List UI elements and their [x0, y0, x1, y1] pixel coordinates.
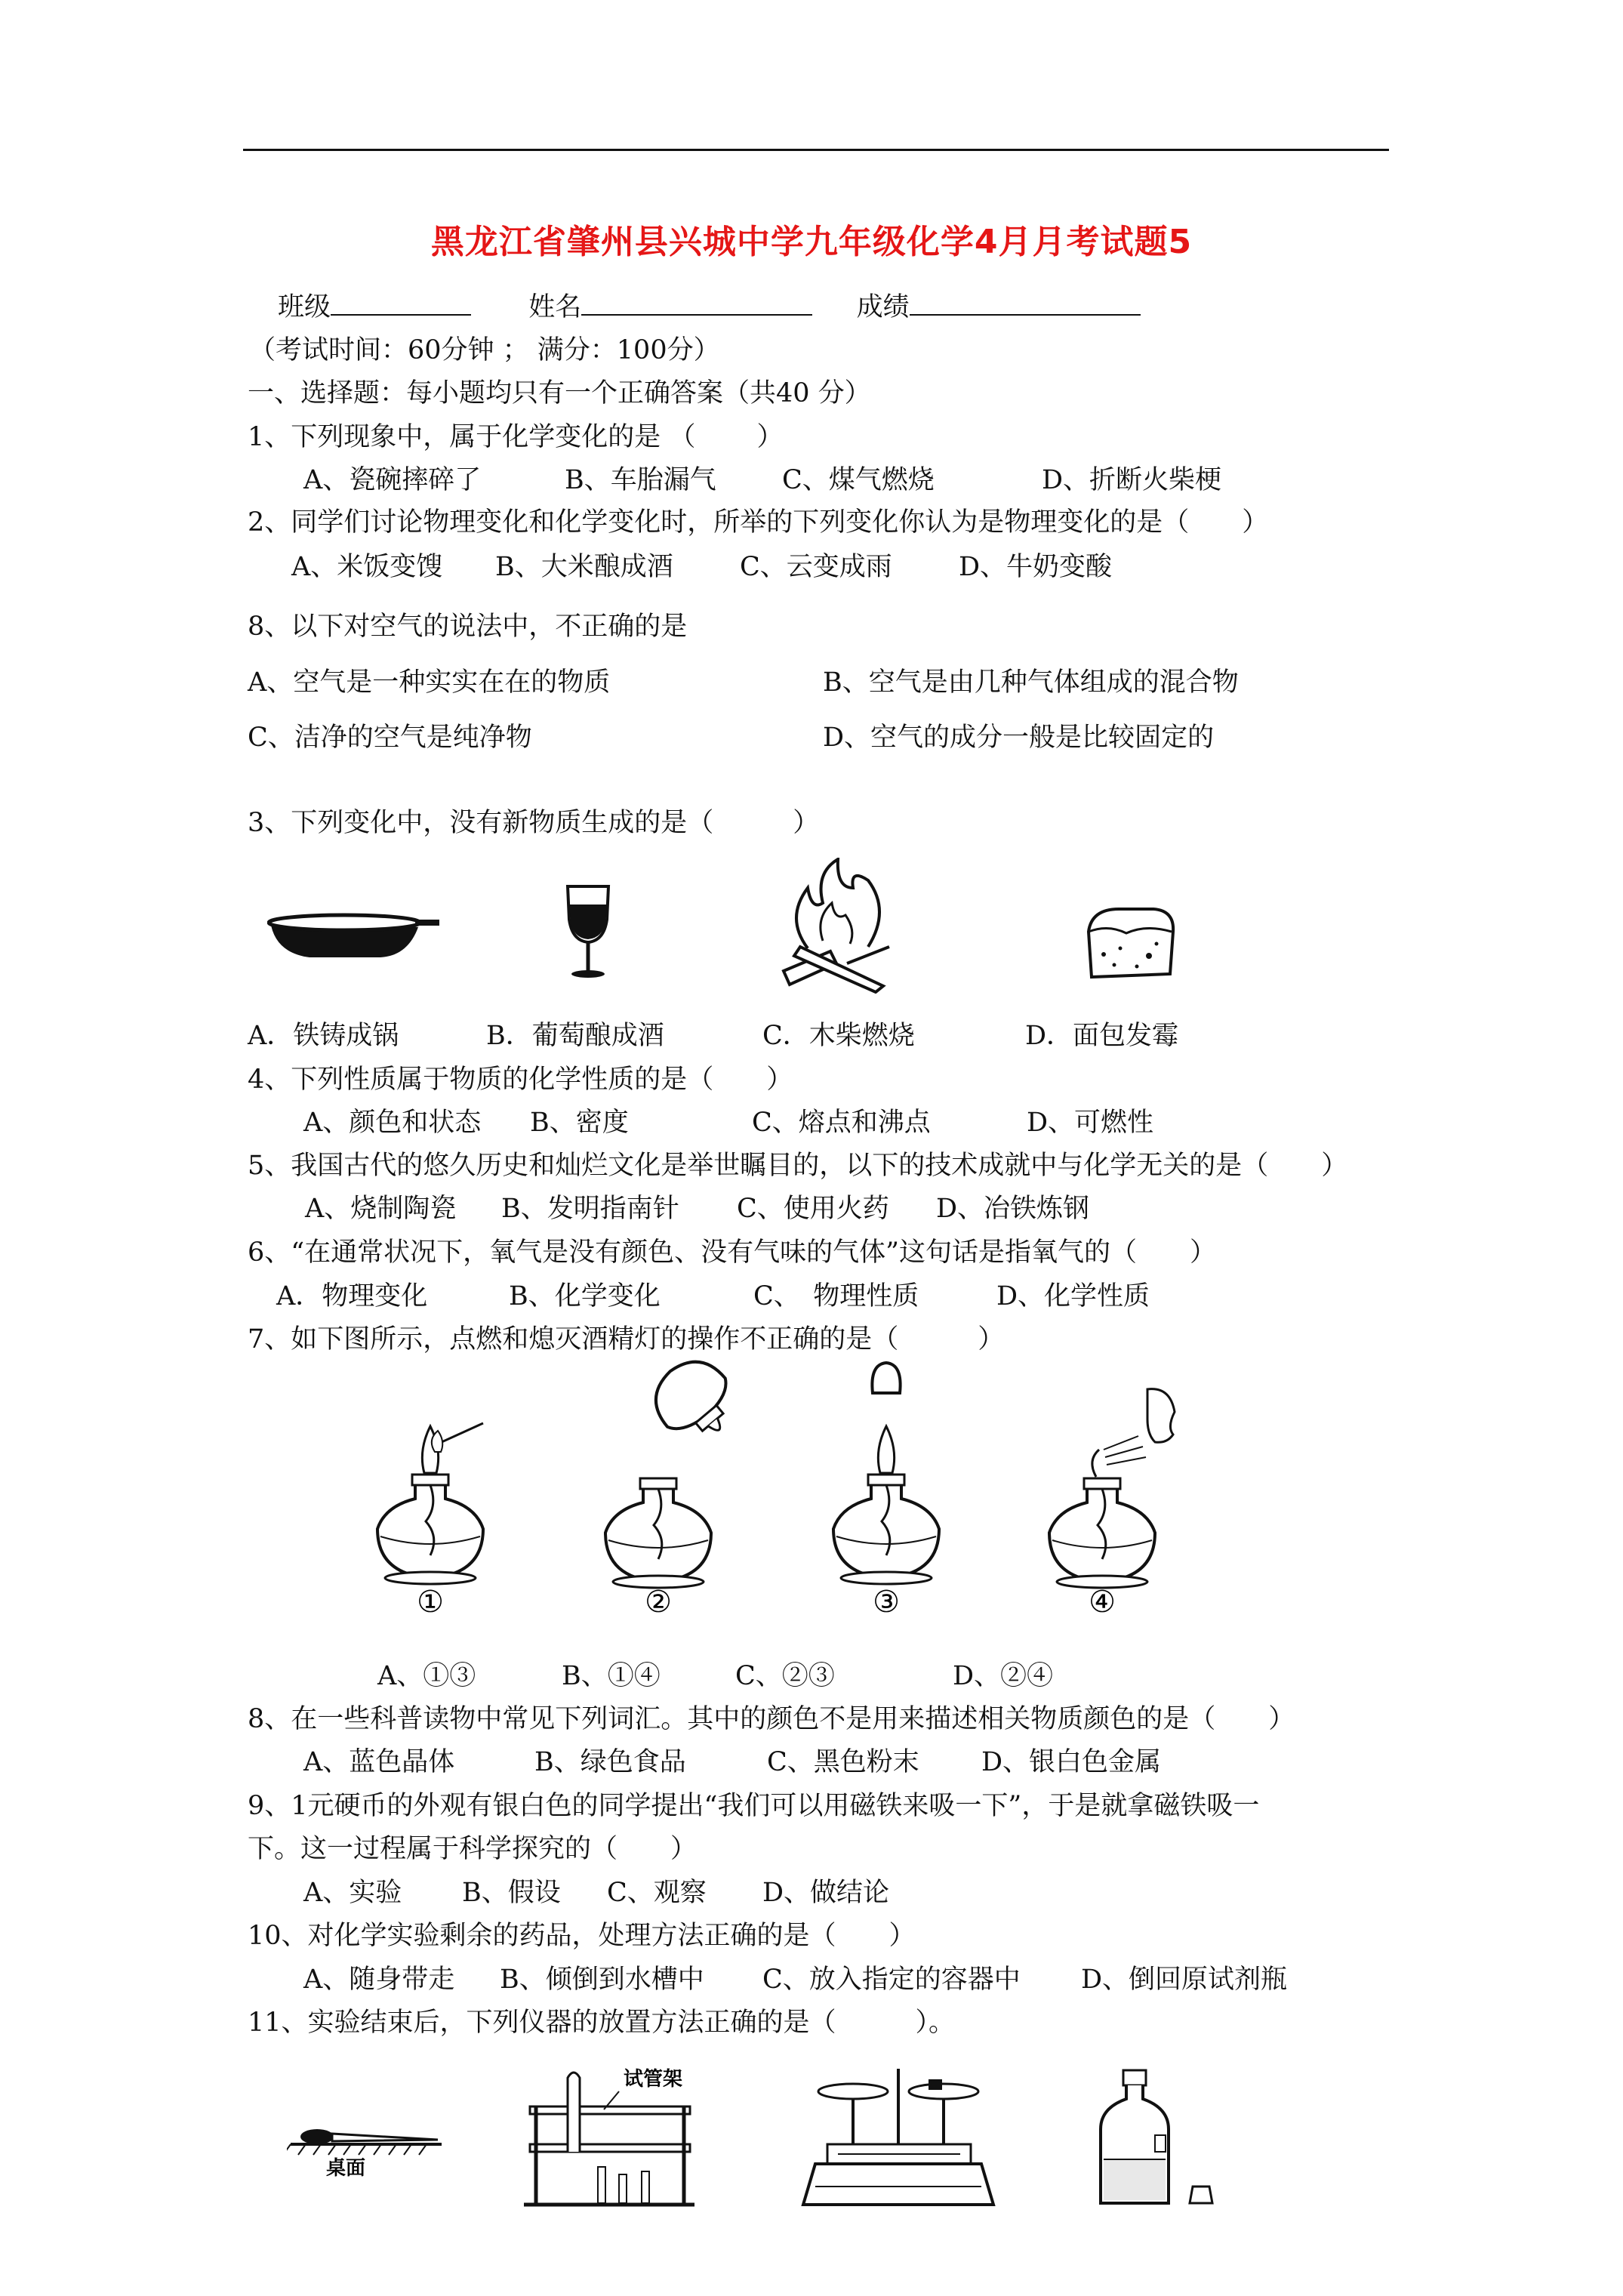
q6-option-c: C、 物理性质	[753, 1281, 919, 1311]
q8a-option-b: B、空气是由几种气体组成的混合物	[823, 667, 1239, 698]
lamp-label-2: ②	[645, 1585, 672, 1620]
question-9-stem-line2: 下。这一过程属于科学探究的（ ）	[248, 1834, 698, 1864]
q7-option-d: D、②④	[953, 1661, 1054, 1691]
q1-option-d: D、折断火柴梗	[1042, 465, 1222, 495]
lamp-label-4: ④	[1089, 1585, 1116, 1620]
q2-option-a: A、米饭变馊	[291, 552, 443, 582]
exam-note: （考试时间：60分钟 ； 满分：100分）	[249, 335, 720, 365]
page-title: 黑龙江省肇州县兴城中学九年级化学4月月考试题5	[430, 223, 1193, 261]
q5-option-a: A、烧制陶瓷	[305, 1194, 457, 1224]
student-info-row	[278, 288, 1141, 325]
q10-option-c: C、放入指定的容器中	[762, 1965, 1021, 1995]
q6-option-d: D、化学性质	[996, 1281, 1150, 1311]
q1-option-a: A、瓷碗摔碎了	[303, 465, 482, 495]
alcohol-lamp-figure	[370, 1351, 1215, 1631]
moldy-bread-image	[1081, 901, 1179, 985]
q3-option-a: A．铁铸成锅	[248, 1021, 399, 1051]
lab-equipment-figure	[287, 2061, 1359, 2280]
question-10-stem: 10、对化学实验剩余的药品，处理方法正确的是（ ）	[248, 1921, 916, 1951]
question-8b-stem: 8、在一些科普读物中常见下列词汇。其中的颜色不是用来描述相关物质颜色的是（ ）	[248, 1704, 1295, 1734]
q4-option-c: C、熔点和沸点	[752, 1108, 931, 1138]
q8b-option-b: B、绿色食品	[534, 1747, 686, 1777]
q9-option-b: B、假设	[462, 1878, 561, 1908]
question-1-stem: 1、下列现象中，属于化学变化的是 （ ）	[248, 422, 784, 452]
q4-option-b: B、密度	[530, 1108, 629, 1138]
q2-option-c: C、云变成雨	[740, 552, 892, 582]
q7-option-a: A、①③	[377, 1661, 476, 1691]
q1-option-b: B、车胎漏气	[565, 465, 716, 495]
q8b-option-a: A、蓝色晶体	[303, 1747, 455, 1777]
lamp-label-1: ①	[417, 1585, 444, 1620]
q5-option-d: D、冶铁炼钢	[936, 1194, 1090, 1224]
q7-option-c: C、②③	[735, 1661, 835, 1691]
q9-option-a: A、实验	[303, 1878, 402, 1908]
q2-option-b: B、大米酿成酒	[495, 552, 673, 582]
class-label: 班级	[278, 292, 331, 322]
question-8a-stem: 8、以下对空气的说法中，不正确的是	[248, 612, 688, 642]
q6-option-b: B、化学变化	[509, 1281, 661, 1311]
q8b-option-d: D、银白色金属	[981, 1747, 1162, 1777]
score-label: 成绩	[856, 292, 910, 322]
burning-wood-image	[778, 858, 898, 994]
rack-label: 试管架	[624, 2068, 683, 2091]
reagent-bottle-image	[1101, 2070, 1212, 2203]
q4-option-d: D、可燃性	[1027, 1108, 1154, 1138]
q1-option-c: C、煤气燃烧	[782, 465, 935, 495]
q10-option-a: A、随身带走	[303, 1965, 455, 1995]
wine-glass-image	[562, 882, 614, 980]
header-rule	[243, 149, 1389, 151]
q8b-option-c: C、黑色粉末	[767, 1747, 919, 1777]
lamp-label-3: ③	[873, 1585, 900, 1620]
question-4-stem: 4、下列性质属于物质的化学性质的是（ ）	[248, 1065, 793, 1095]
q8a-option-a: A、空气是一种实实在在的物质	[248, 667, 611, 698]
q10-option-d: D、倒回原试剂瓶	[1081, 1965, 1288, 1995]
question-3-stem: 3、下列变化中，没有新物质生成的是（ ）	[248, 808, 820, 838]
frying-pan-image	[267, 906, 441, 974]
q5-option-c: C、使用火药	[737, 1194, 889, 1224]
q7-option-b: B、①④	[562, 1661, 661, 1691]
q8a-option-d: D、空气的成分一般是比较固定的	[823, 723, 1215, 753]
question-7-stem: 7、如下图所示，点燃和熄灭酒精灯的操作不正确的是（ ）	[248, 1324, 1005, 1354]
q6-option-a: A．物理变化	[276, 1281, 428, 1311]
dropper-on-desk-image	[287, 2129, 442, 2180]
class-field[interactable]	[331, 288, 471, 316]
question-11-stem: 11、实验结束后，下列仪器的放置方法正确的是（ ）。	[248, 2008, 956, 2038]
score-field[interactable]	[910, 288, 1141, 316]
test-tube-rack-image	[524, 2067, 694, 2205]
name-label: 姓名	[528, 292, 582, 322]
q9-option-d: D、做结论	[762, 1878, 890, 1908]
section-heading: 一、选择题：每小题均只有一个正确答案（共40 分）	[248, 378, 871, 408]
q5-option-b: B、发明指南针	[501, 1194, 679, 1224]
q3-option-d: D．面包发霉	[1025, 1021, 1179, 1051]
question-6-stem: 6、“在通常状况下，氧气是没有颜色、没有气味的气体”这句话是指氧气的（ ）	[248, 1237, 1217, 1268]
q8a-option-c: C、洁净的空气是纯净物	[248, 723, 532, 753]
q3-option-b: B．葡萄酿成酒	[486, 1021, 664, 1051]
q3-option-c: C．木柴燃烧	[762, 1021, 915, 1051]
balance-scale-image	[803, 2069, 993, 2205]
question-5-stem: 5、我国古代的悠久历史和灿烂文化是举世瞩目的，以下的技术成就中与化学无关的是（ ）	[248, 1151, 1348, 1181]
q10-option-b: B、倾倒到水槽中	[500, 1965, 704, 1995]
question-2-stem: 2、同学们讨论物理变化和化学变化时，所举的下列变化你认为是物理变化的是（ ）	[248, 507, 1269, 538]
q9-option-c: C、观察	[607, 1878, 707, 1908]
question-9-stem-line1: 9、1元硬币的外观有银白色的同学提出“我们可以用磁铁来吸一下”，于是就拿磁铁吸一	[248, 1791, 1260, 1821]
desk-label: 桌面	[326, 2157, 366, 2180]
q4-option-a: A、颜色和状态	[303, 1108, 482, 1138]
name-field[interactable]	[581, 288, 812, 316]
q2-option-d: D、牛奶变酸	[959, 552, 1113, 582]
